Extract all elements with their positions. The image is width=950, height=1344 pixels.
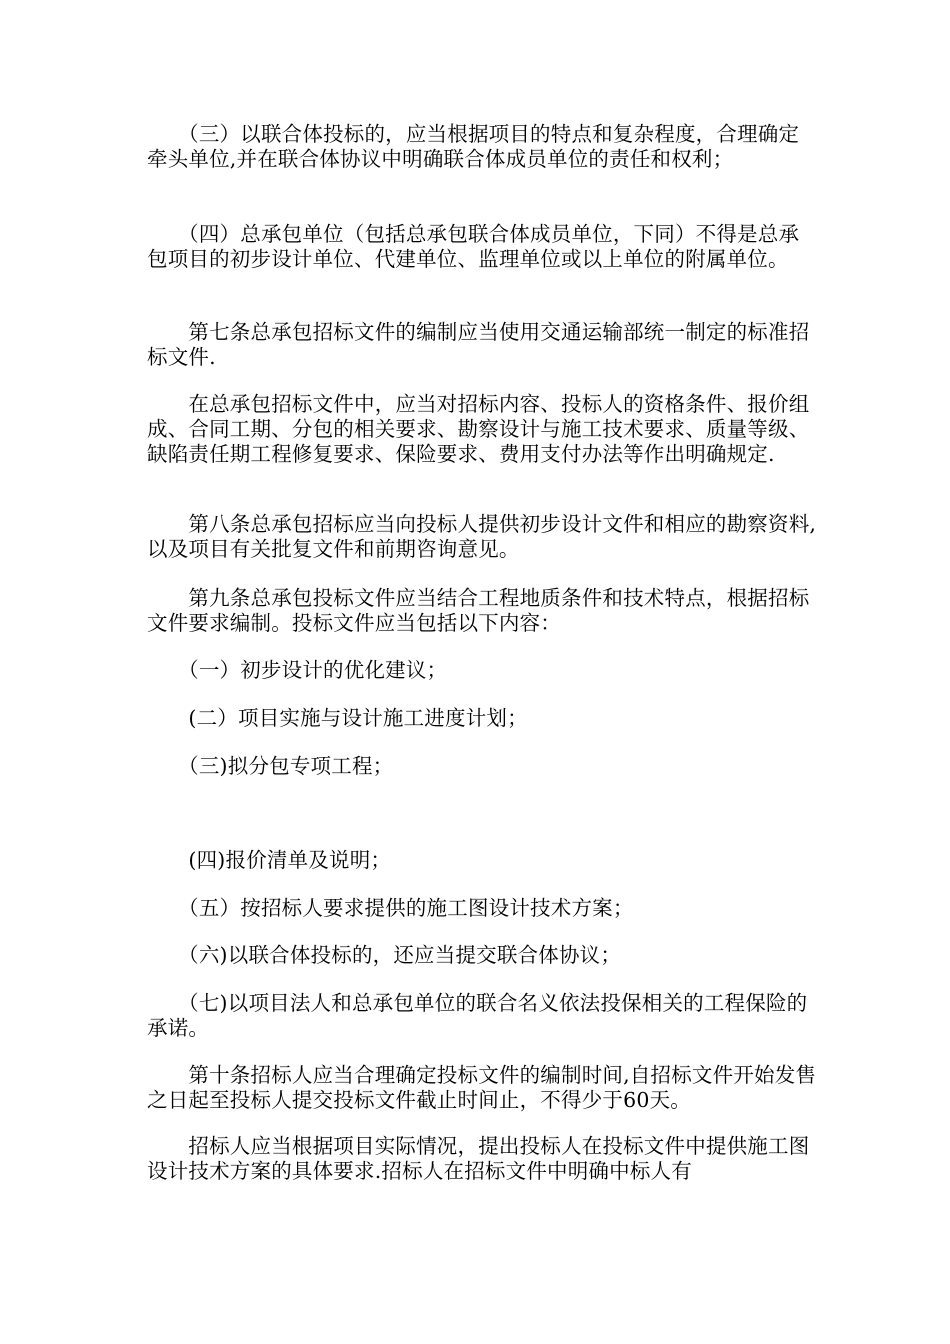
paragraph-3-consortium: （三）以联合体投标的，应当根据项目的特点和复杂程度，合理确定牵头单位,并在联合体协议中明确联合体成员单位的责任和权利；: [147, 122, 800, 171]
paragraph-article-7: 第七条总承包招标文件的编制应当使用交通运输部统一制定的标准招标文件.: [147, 320, 810, 369]
paragraph-article-10: 第十条招标人应当合理确定投标文件的编制时间,自招标文件开始发售之日起至投标人提交投标文件截止时间止，不得少于60天。: [147, 1063, 817, 1112]
paragraph-4-contractor: （四）总承包单位（包括总承包联合体成员单位，下同）不得是总承包项目的初步设计单位、代建单位、监理单位或以上单位的附属单位。: [147, 222, 800, 271]
list-item-4: (四)报价清单及说明；: [147, 848, 392, 872]
list-item-7: （七)以项目法人和总承包单位的联合名义依法投保相关的工程保险的承诺。: [147, 991, 808, 1040]
list-item-6: （六)以联合体投标的，还应当提交联合体协议；: [147, 943, 622, 967]
list-item-5: （五）按招标人要求提供的施工图设计技术方案；: [147, 896, 634, 920]
list-item-3: （三)拟分包专项工程；: [147, 754, 394, 778]
paragraph-technical-plan: 招标人应当根据项目实际情况，提出投标人在投标文件中提供施工图设计技术方案的具体要求.招标人在招标文件中明确中标人有: [147, 1134, 810, 1183]
list-item-2: (二）项目实施与设计施工进度计划；: [147, 706, 528, 730]
list-item-1: （一）初步设计的优化建议；: [147, 658, 448, 682]
paragraph-tender-contents: 在总承包招标文件中，应当对招标内容、投标人的资格条件、报价组成、合同工期、分包的相关要求、勘察设计与施工技术要求、质量等级、缺陷责任期工程修复要求、保险要求、费用支付办法等作出明确规定.: [147, 392, 810, 466]
paragraph-article-8: 第八条总承包招标应当向投标人提供初步设计文件和相应的勘察资料,以及项目有关批复文件和前期咨询意见。: [147, 512, 817, 561]
paragraph-article-9: 第九条总承包投标文件应当结合工程地质条件和技术特点，根据招标文件要求编制。投标文件应当包括以下内容：: [147, 586, 810, 635]
